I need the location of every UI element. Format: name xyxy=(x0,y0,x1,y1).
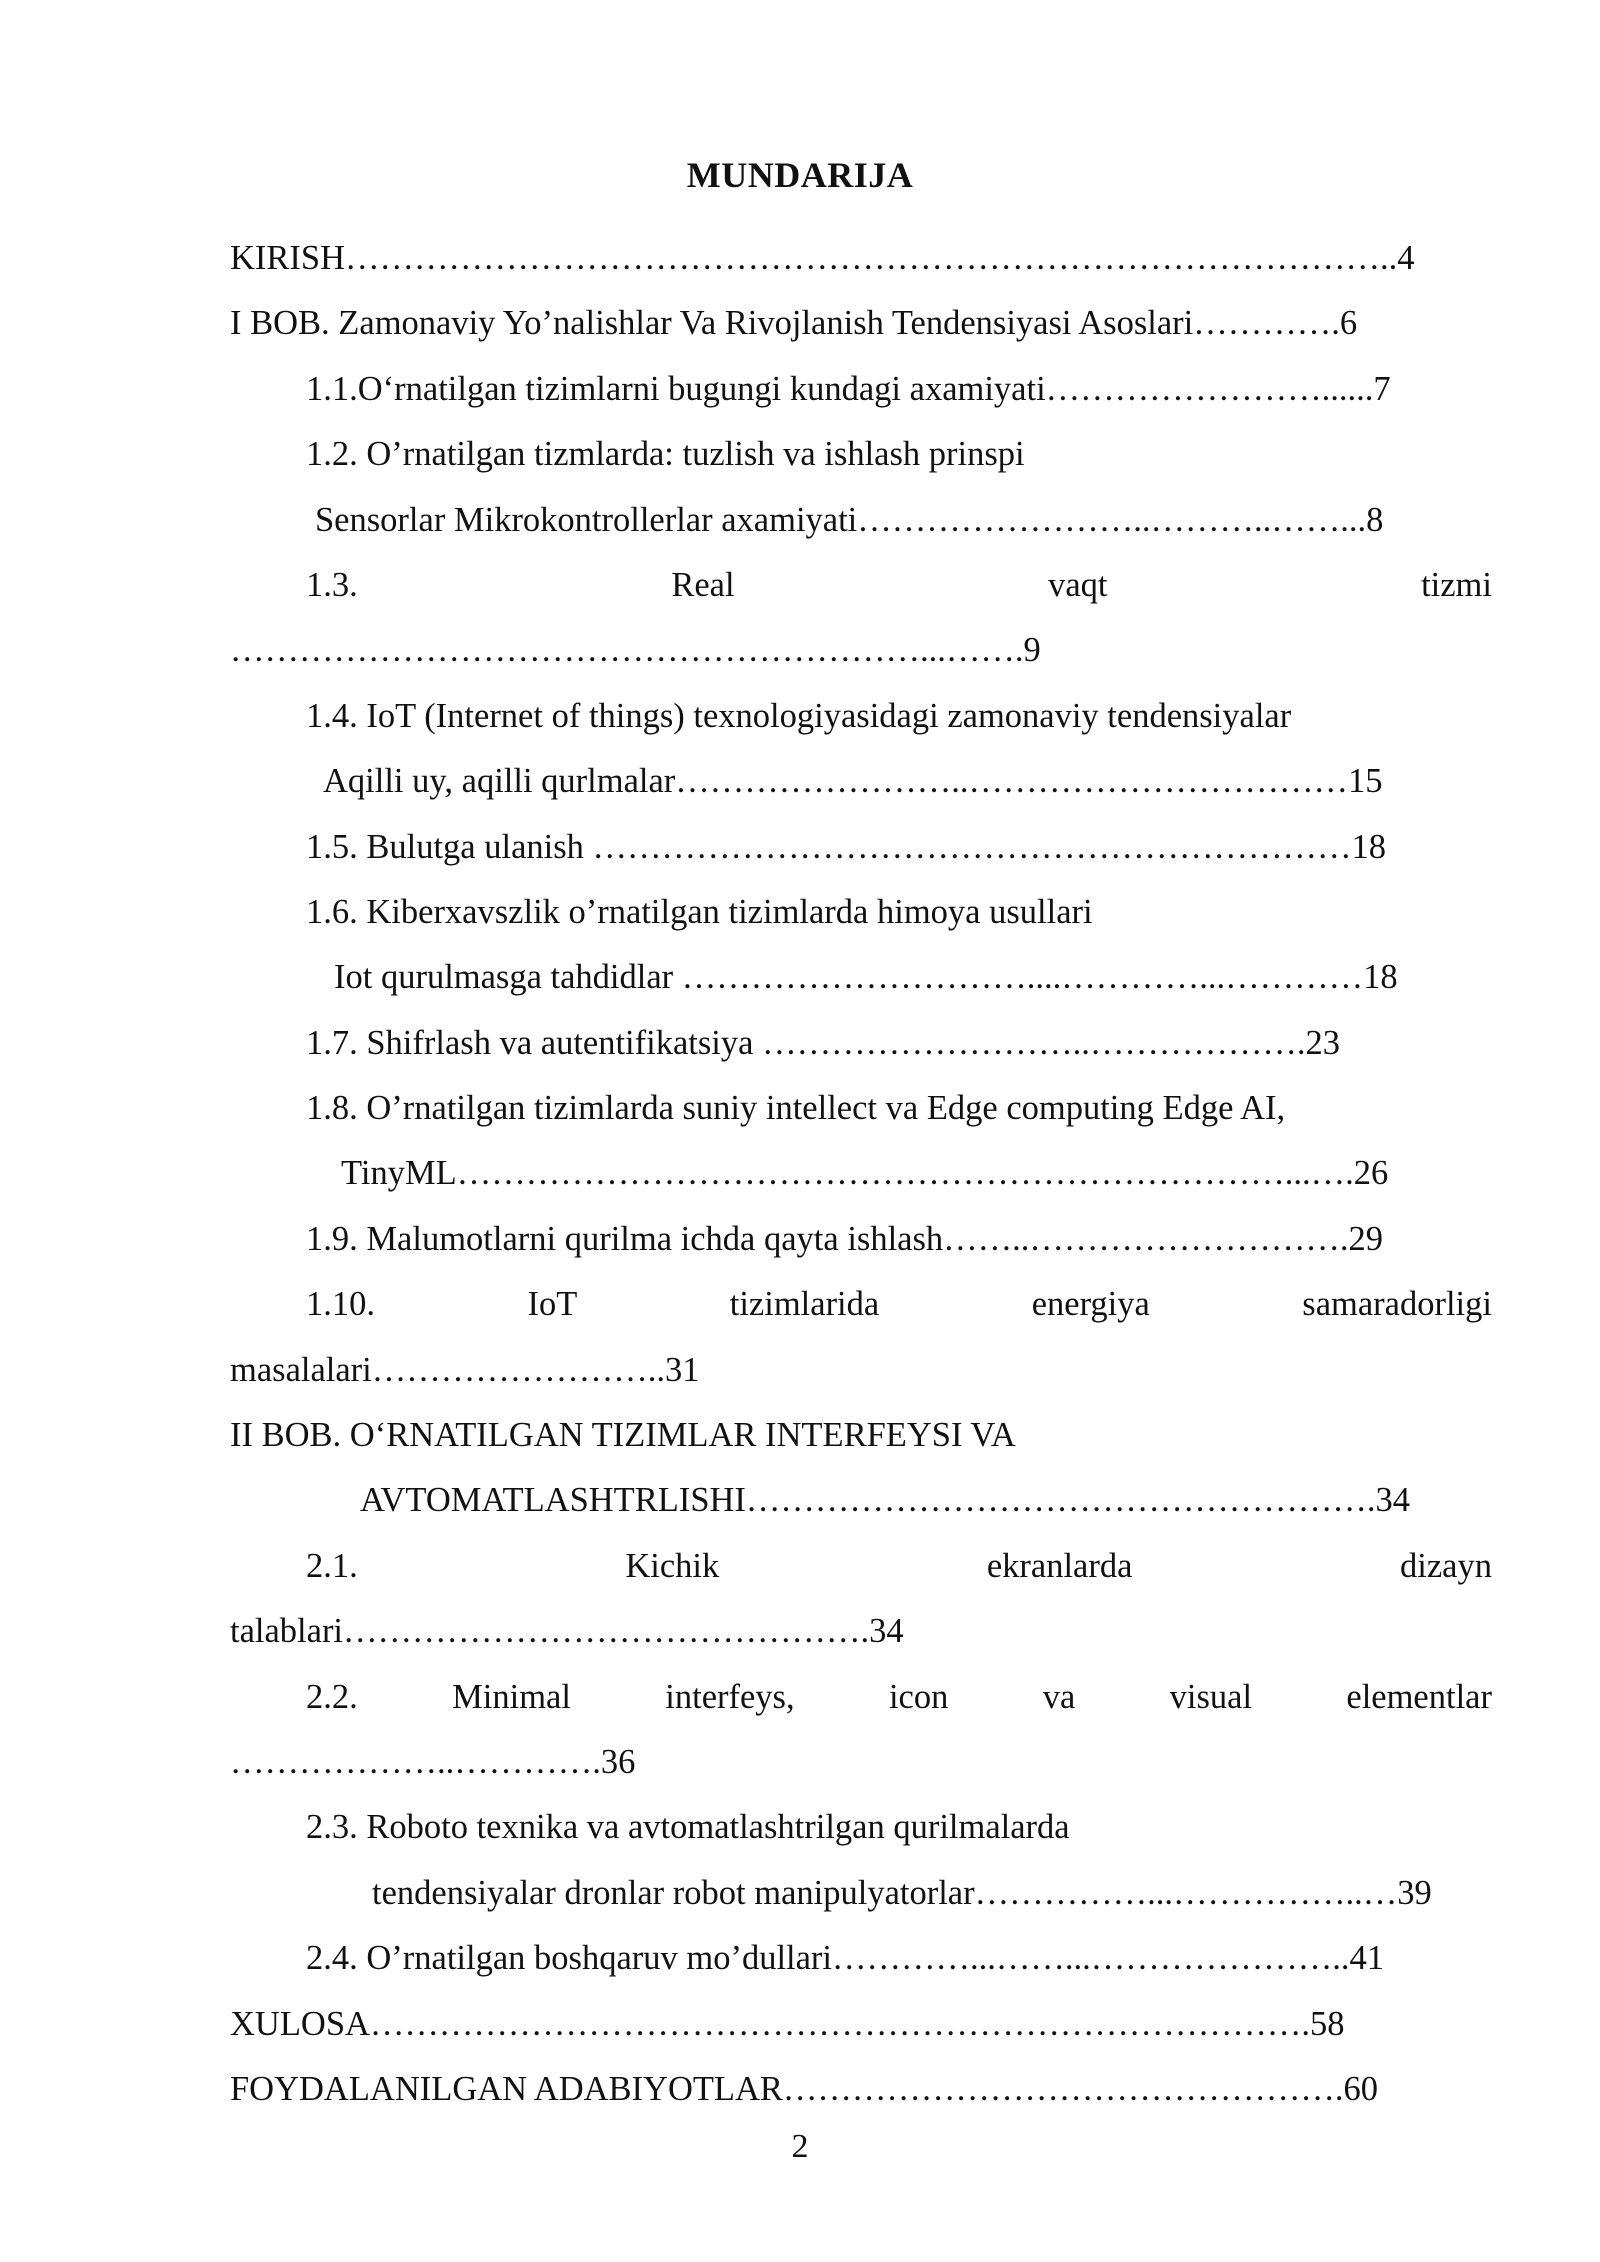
toc-line-1-3-cont: ……………………………………………………...…….9 xyxy=(230,631,1041,670)
toc-line-1-4-cont: Aqilli uy, aqilli qurlmalar……………………..……………………………15 xyxy=(323,762,1383,801)
toc-word: Kichik xyxy=(625,1546,720,1585)
toc-line-2-1 xyxy=(230,1534,1492,1599)
toc-line-1-8-cont: TinyML………………………………………………………………...….26 xyxy=(341,1154,1389,1193)
toc-word: Real xyxy=(671,565,735,604)
toc-line-1-10 xyxy=(230,1272,1492,1337)
toc-line-1-2-cont: Sensorlar Mikrokontrollerlar axamiyati……………………..………..……...8 xyxy=(315,500,1384,539)
toc-word: 2.1. xyxy=(306,1546,358,1585)
toc-line-kirish: KIRISH………………………………………………………………………………..4 xyxy=(230,239,1415,277)
page-title: MUNDARIJA xyxy=(686,155,914,195)
toc-line-xulosa: XULOSA……………………………………………………………………….58 xyxy=(230,2004,1345,2043)
toc-line-1-7: 1.7. Shifrlash va autentifikatsiya ………………………..……………….23 xyxy=(306,1023,1340,1062)
toc-word: va xyxy=(1042,1677,1076,1716)
toc-word: icon xyxy=(888,1677,949,1716)
toc-line-adabiyotlar: FOYDALANILGAN ADABIYOTLAR………………………………………….60 xyxy=(230,2069,1379,2108)
toc-word: energiya xyxy=(1031,1285,1150,1324)
toc-line-2-1-cont: talablari……………………………………….34 xyxy=(230,1612,904,1651)
toc-word: Minimal xyxy=(452,1677,571,1716)
toc-word: samaradorligi xyxy=(1302,1285,1492,1324)
toc-line-1-9: 1.9. Malumotlarni qurilma ichda qayta ishlash……..……………………….29 xyxy=(306,1219,1384,1258)
toc-line-1-10-cont: masalalari……………………..31 xyxy=(230,1350,700,1389)
toc-line-1-3 xyxy=(230,553,1492,618)
toc-line-chapter-1: I BOB. Zamonaviy Yo’nalishlar Va Rivojlanish Tendensiyasi Asoslari………….6 xyxy=(230,304,1358,343)
toc-line-2-3-cont: tendensiyalar dronlar robot manipulyatorlar……………...……………..…39 xyxy=(372,1873,1432,1912)
table-of-contents xyxy=(230,226,1492,2122)
toc-word: ekranlarda xyxy=(986,1546,1133,1585)
toc-word: 1.3. xyxy=(306,565,358,604)
toc-word: IoT xyxy=(527,1285,578,1324)
page-number: 2 xyxy=(791,2128,809,2165)
toc-line-2-4: 2.4. O’rnatilgan boshqaruv mo’dullari…………...……...…………………..41 xyxy=(306,1939,1385,1978)
toc-line-1-4: 1.4. IoT (Internet of things) texnologiyasidagi zamonaviy tendensiyalar xyxy=(306,696,1292,735)
toc-line-2-2-cont: ………………..………….36 xyxy=(230,1742,636,1781)
toc-line-1-1: 1.1.O‘rnatilgan tizimlarni bugungi kundagi axamiyati……………………......7 xyxy=(306,369,1391,408)
toc-word: elementlar xyxy=(1346,1677,1492,1716)
toc-word: vaqt xyxy=(1048,565,1108,604)
toc-word: interfeys, xyxy=(665,1677,795,1716)
toc-word: 2.2. xyxy=(306,1677,358,1716)
toc-line-1-2: 1.2. O’rnatilgan tizmlarda: tuzlish va ishlash prinspi xyxy=(306,435,1025,474)
toc-line-1-6-cont: Iot qurulmasga tahdidlar …………………………....…………...…………18 xyxy=(334,958,1398,997)
toc-line-chapter-2-cont: AVTOMATLASHTRLISHI……………………………………………….34 xyxy=(360,1481,1411,1520)
toc-line-chapter-2: II BOB. O‘RNATILGAN TIZIMLAR INTERFEYSI VA xyxy=(230,1416,1016,1455)
toc-line-1-6: 1.6. Kiberxavszlik o’rnatilgan tizimlarda himoya usullari xyxy=(306,892,1093,931)
toc-word: dizayn xyxy=(1400,1546,1492,1585)
toc-word: 1.10. xyxy=(306,1285,375,1324)
toc-word: visual xyxy=(1169,1677,1253,1716)
toc-line-2-2 xyxy=(230,1665,1492,1730)
toc-line-1-8: 1.8. O’rnatilgan tizimlarda suniy intellect va Edge computing Edge AI, xyxy=(306,1089,1286,1128)
toc-word: tizmi xyxy=(1421,565,1492,604)
toc-line-1-5: 1.5. Bulutga ulanish …………………………………………………………18 xyxy=(306,827,1387,866)
toc-word: tizimlarida xyxy=(729,1285,880,1324)
toc-line-2-3: 2.3. Roboto texnika va avtomatlashtrilgan qurilmalarda xyxy=(306,1808,1070,1847)
